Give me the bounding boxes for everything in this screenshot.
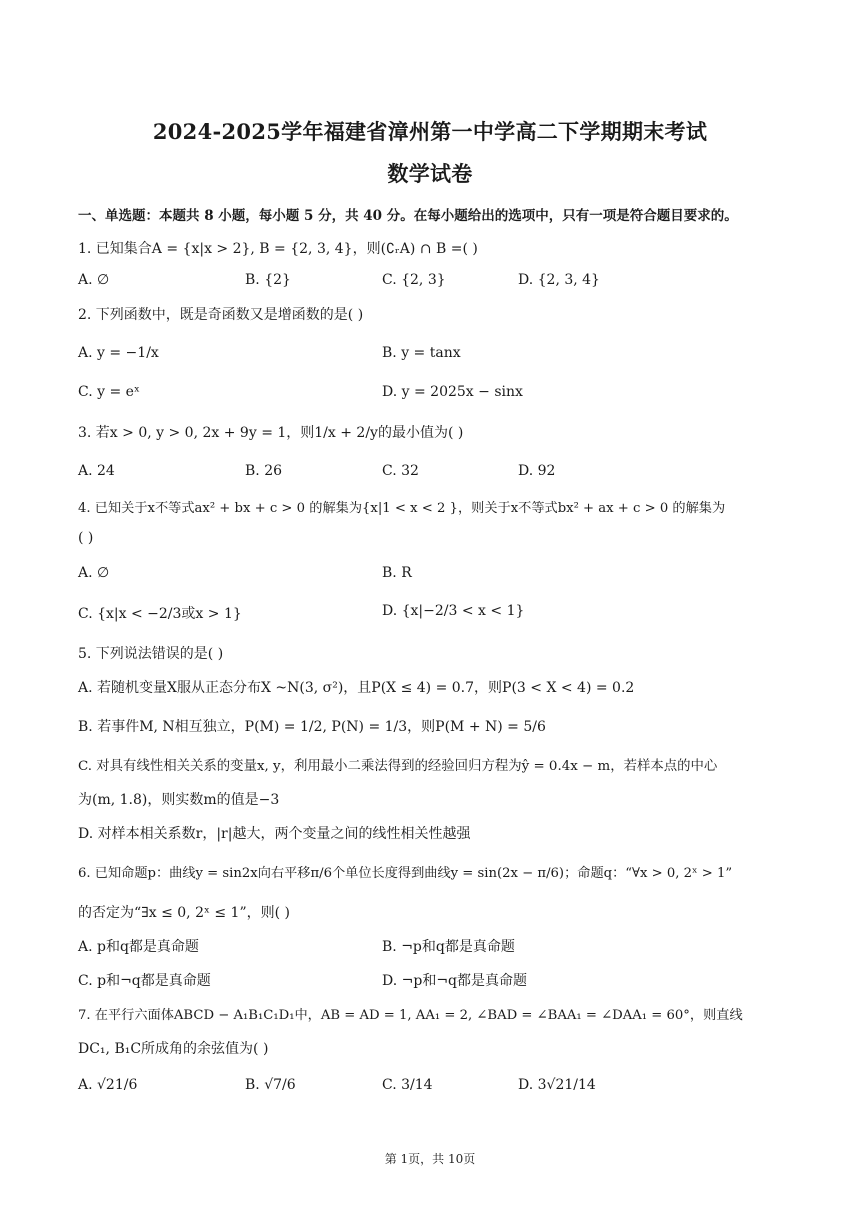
question-6-stem-continued: 的否定为“∃x ≤ 0, 2ˣ ≤ 1”，则( ) — [78, 905, 290, 921]
question-2-option-c: C. y = eˣ — [78, 384, 140, 400]
question-1-option-a: A. ∅ — [78, 272, 110, 288]
question-3-option-c: C. 32 — [382, 463, 419, 479]
question-3-option-b: B. 26 — [245, 463, 283, 479]
question-5-stem: 5. 下列说法错误的是( ) — [78, 646, 224, 662]
question-1-option-b: B. {2} — [245, 272, 291, 288]
question-6-option-b: B. ¬p和q都是真命题 — [382, 939, 515, 955]
question-1-option-d: D. {2, 3, 4} — [518, 272, 600, 288]
question-5-option-d: D. 对样本相关系数r，|r|越大，两个变量之间的线性相关性越强 — [78, 826, 471, 842]
question-6-stem: 6. 已知命题p：曲线y = sin2x向右平移π/6个单位长度得到曲线y = sin(2x − π/6)；命题q：“∀x > 0, 2ˣ > 1” — [78, 866, 733, 881]
question-5-option-b: B. 若事件M, N相互独立，P(M) = 1/2, P(N) = 1/3，则P(M + N) = 5/6 — [78, 719, 546, 735]
question-3-option-d: D. 92 — [518, 463, 556, 479]
question-5-option-c: C. 对具有线性相关关系的变量x, y，利用最小二乘法得到的经验回归方程为ŷ = 0.4x − m，若样本点的中心 — [78, 759, 718, 774]
question-4-stem-continued: ( ) — [78, 530, 94, 546]
question-7-option-c: C. 3/14 — [382, 1077, 433, 1093]
question-6-option-d: D. ¬p和¬q都是真命题 — [382, 973, 528, 989]
question-7-stem-continued: DC₁, B₁C所成角的余弦值为( ) — [78, 1041, 269, 1057]
exam-title: 2024-2025学年福建省漳州第一中学高二下学期期末考试 — [152, 119, 708, 144]
question-4-stem: 4. 已知关于x不等式ax² + bx + c > 0 的解集为{x|1 < x < 2 }，则关于x不等式bx² + ax + c > 0 的解集为 — [78, 501, 726, 516]
question-5-option-a: A. 若随机变量X服从正态分布X ~N(3, σ²)，且P(X ≤ 4) = 0.7，则P(3 < X < 4) = 0.2 — [78, 680, 635, 696]
question-2-option-d: D. y = 2025x − sinx — [382, 384, 523, 400]
question-7-option-d: D. 3√21/14 — [518, 1077, 596, 1093]
question-2-stem: 2. 下列函数中，既是奇函数又是增函数的是( ) — [78, 307, 364, 323]
question-4-option-a: A. ∅ — [78, 565, 110, 581]
question-4-option-d: D. {x|−2/3 < x < 1} — [382, 603, 525, 619]
question-5-option-c-continued: 为(m, 1.8)，则实数m的值是−3 — [78, 792, 280, 808]
question-7-option-a: A. √21/6 — [78, 1077, 138, 1093]
exam-subtitle: 数学试卷 — [387, 161, 473, 186]
question-1-option-c: C. {2, 3} — [382, 272, 446, 288]
question-1-stem: 1. 已知集合A = {x|x > 2}, B = {2, 3, 4}，则(∁ᵣA) ∩ B =( ) — [78, 241, 478, 257]
question-7-stem: 7. 在平行六面体ABCD − A₁B₁C₁D₁中，AB = AD = 1, AA₁ = 2, ∠BAD = ∠BAA₁ = ∠DAA₁ = 60°，则直线 — [78, 1008, 743, 1023]
question-2-option-a: A. y = −1/x — [78, 345, 159, 361]
question-3-option-a: A. 24 — [78, 463, 115, 479]
question-2-option-b: B. y = tanx — [382, 345, 461, 361]
question-3-stem: 3. 若x > 0, y > 0, 2x + 9y = 1，则1/x + 2/y的最小值为( ) — [78, 425, 464, 441]
question-6-option-a: A. p和q都是真命题 — [78, 939, 199, 955]
question-4-option-b: B. R — [382, 565, 412, 581]
question-6-option-c: C. p和¬q都是真命题 — [78, 973, 211, 989]
question-7-option-b: B. √7/6 — [245, 1077, 296, 1093]
question-4-option-c: C. {x|x < −2/3或x > 1} — [78, 606, 242, 622]
page-number-footer: 第 1页，共 10页 — [384, 1152, 476, 1166]
section-heading: 一、单选题：本题共 8 小题，每小题 5 分，共 40 分。在每小题给出的选项中，只有一项是符合题目要求的。 — [78, 208, 738, 224]
